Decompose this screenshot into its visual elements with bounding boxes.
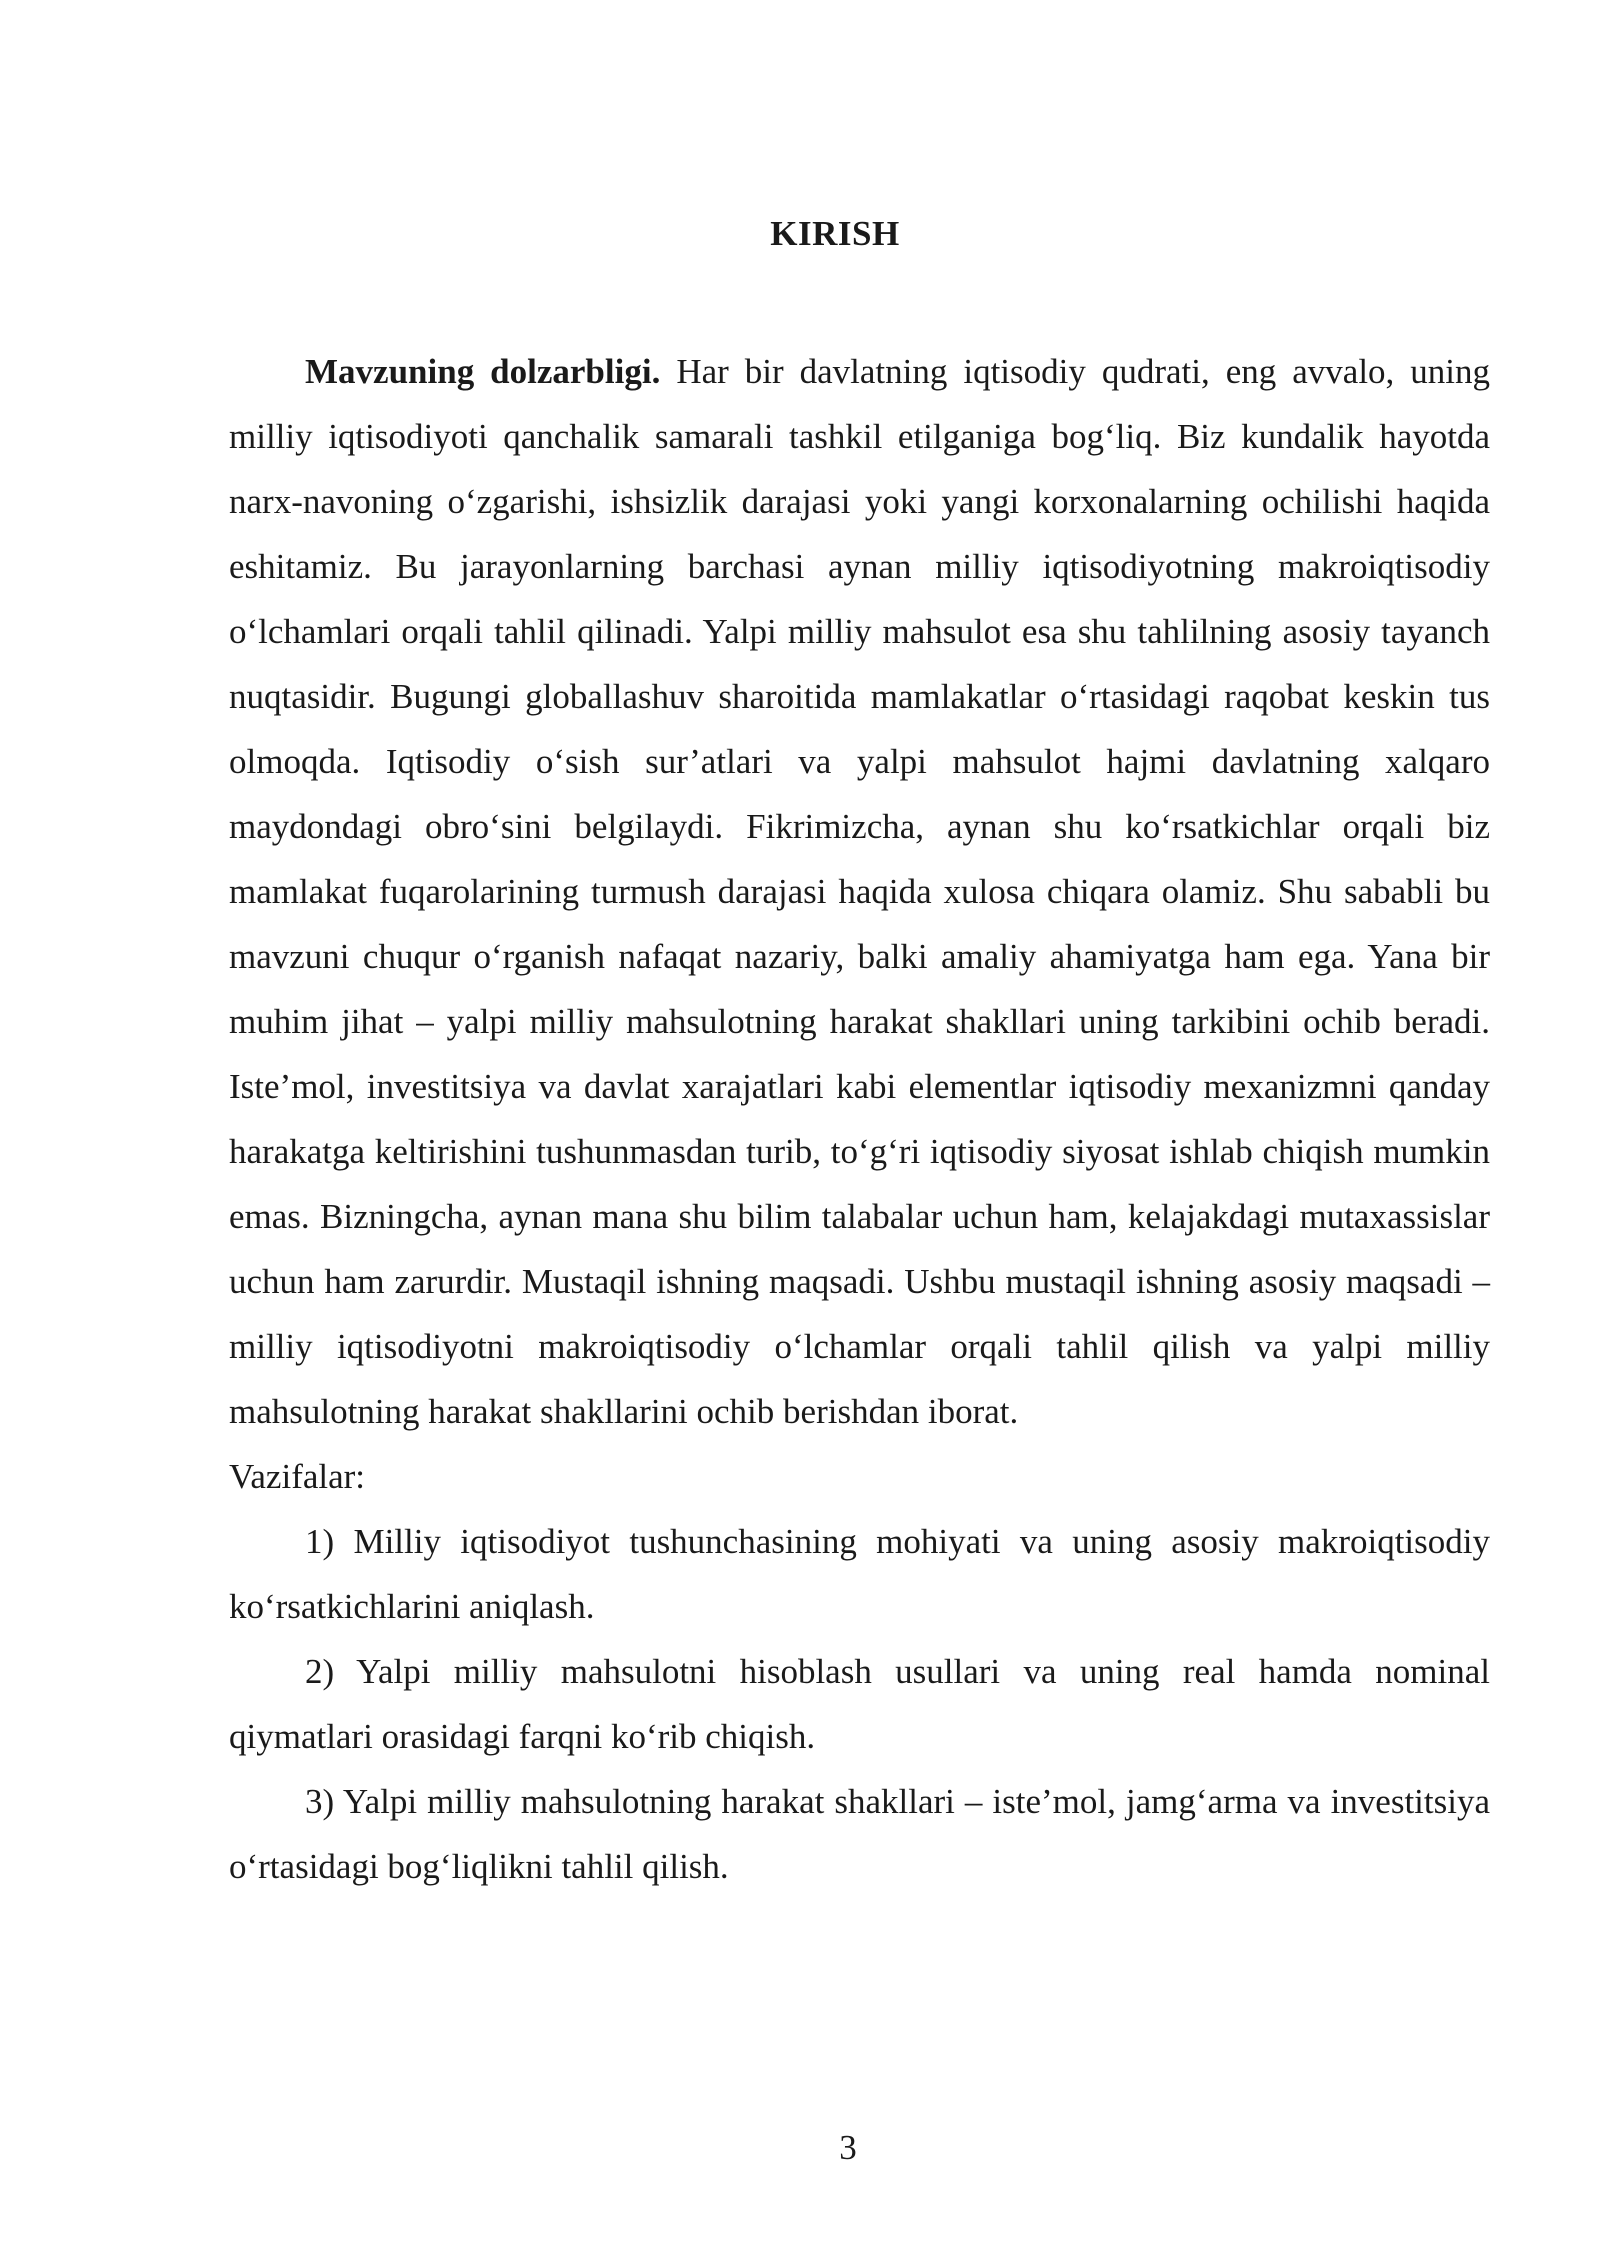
intro-text: Har bir davlatning iqtisodiy qudrati, eng avvalo, uning milliy iqtisodiyoti qanchalik samarali tashkil etilganiga bog‘liq. Biz kundalik hayotda narx-navoning o‘zgarishi, ishsizlik darajasi yoki yangi korxonalarning ochilishi haqida eshitamiz. Bu jarayonlarning barchasi aynan milliy iqtisodiyotning makroiqtisodiy o‘lchamlari orqali tahlil qilinadi. Yalpi milliy mahsulot esa shu tahlilning asosiy tayanch nuqtasidir. Bugungi globallashuv sharoitida mamlakatlar o‘rtasidagi raqobat keskin tus olmoqda. Iqtisodiy o‘sish sur’atlari va yalpi mahsulot hajmi davlatning xalqaro maydondagi obro‘sini belgilaydi. Fikrimizcha, aynan shu ko‘rsatkichlar orqali biz mamlakat fuqarolarining turmush darajasi haqida xulosa chiqara olamiz. Shu sababli bu mavzuni chuqur o‘rganish nafaqat nazariy, balki amaliy ahamiyatga ham ega. Yana bir muhim jihat – yalpi milliy mahsulotning harakat shakllari uning tarkibini ochib beradi. Iste’mol, investitsiya va davlat xarajatlari kabi elementlar iqtisodiy mexanizmni qanday harakatga keltirishini tushunmasdan turib, to‘g‘ri iqtisodiy siyosat ishlab chiqish mumkin emas. Bizningcha, aynan mana shu bilim talabalar uchun ham, kelajakdagi mutaxassislar uchun ham zarurdir. Mustaqil ishning maqsadi. Ushbu mustaqil ishning asosiy maqsadi – milliy iqtisodiyotni makroiqtisodiy o‘lchamlar orqali tahlil qilish va yalpi milliy mahsulotning harakat shakllarini ochib berishdan iborat. (229, 352, 1490, 1431)
section-heading: KIRISH (770, 214, 900, 253)
page-number: 3 (839, 2128, 857, 2167)
tasks-label: Vazifalar: (229, 1457, 366, 1496)
body-text (229, 339, 1490, 1899)
task-item-2: 2) Yalpi milliy mahsulotni hisoblash usullari va uning real hamda nominal qiymatlari orasidagi farqni ko‘rib chiqish. (229, 1652, 1490, 1756)
task-item-1: 1) Milliy iqtisodiyot tushunchasining mohiyati va uning asosiy makroiqtisodiy ko‘rsatkichlarini aniqlash. (229, 1522, 1490, 1626)
intro-lead: Mavzuning dolzarbligi. (305, 352, 661, 391)
intro-paragraph (229, 339, 1490, 1444)
task-item-3: 3) Yalpi milliy mahsulotning harakat shakllari – iste’mol, jamg‘arma va investitsiya o‘rtasidagi bog‘liqlikni tahlil qilish. (229, 1782, 1490, 1886)
